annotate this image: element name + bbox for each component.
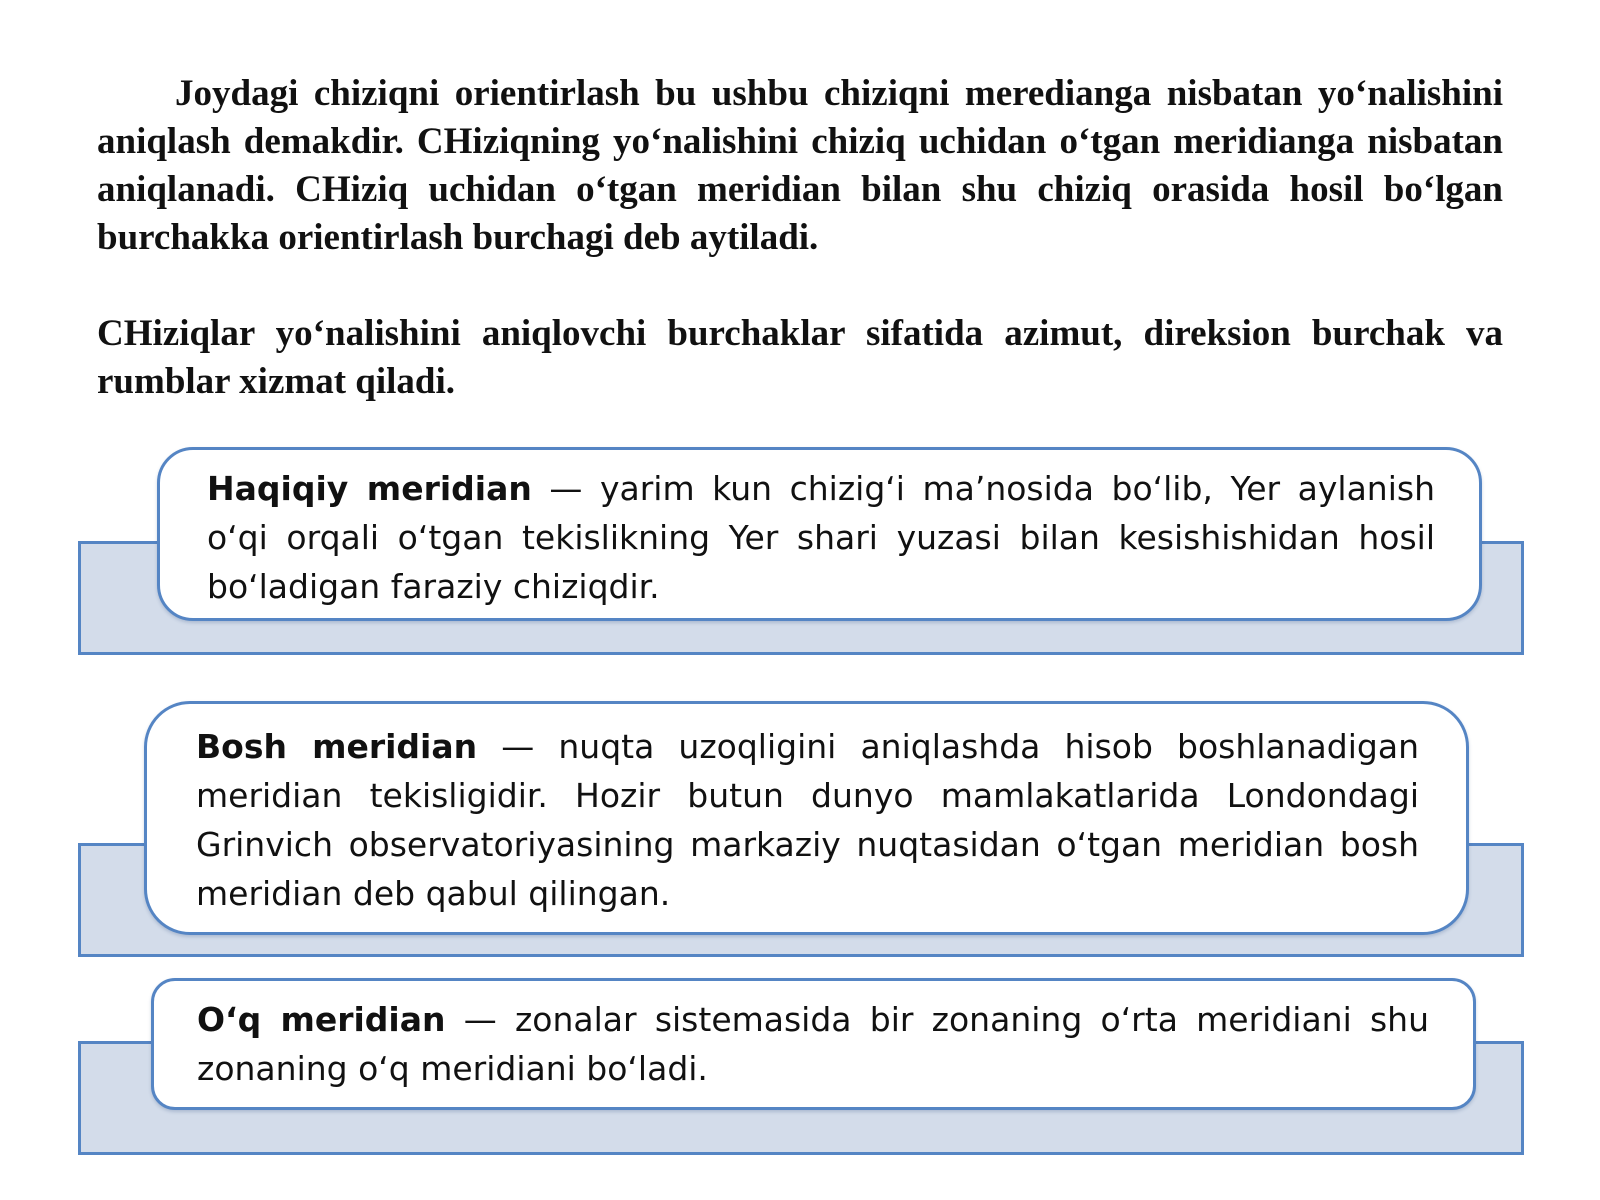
- definition-card-haqiqiy-meridian: [157, 447, 1482, 621]
- definition-text: [207, 464, 1435, 611]
- definition-card-oq-meridian: [151, 978, 1476, 1110]
- definition-card-bosh-meridian: [144, 701, 1469, 935]
- definition-term: O‘q meridian: [197, 1000, 446, 1039]
- definition-text: [197, 995, 1429, 1093]
- definition-text: [196, 722, 1419, 918]
- definition-separator: —: [477, 727, 559, 766]
- definition-separator: —: [445, 1000, 515, 1039]
- definition-body: nuqta uzoqligini aniqlashda hisob boshlanadigan meridian tekisligidir. Hozir butun dunyo mamlakatlarida Londondagi Grinvich observatoriyasining markaziy nuqtasidan o‘tgan meridian bosh meridian deb qabul qilingan.: [196, 727, 1419, 913]
- definition-term: Bosh meridian: [196, 727, 478, 766]
- definition-term: Haqiqiy meridian: [207, 469, 532, 508]
- definition-body: zonalar sistemasida bir zonaning o‘rta meridiani shu zonaning o‘q meridiani bo‘ladi.: [197, 1000, 1430, 1088]
- second-paragraph: CHiziqlar yo‘nalishini aniqlovchi burchaklar sifatida azimut, direksion burchak va rumblar xizmat qiladi.: [97, 313, 1503, 402]
- definition-separator: —: [531, 469, 600, 508]
- definition-body: yarim kun chizig‘i ma’nosida bo‘lib, Yer aylanish o‘qi orqali o‘tgan tekislikning Yer shari yuzasi bilan kesishishidan hosil bo‘ladigan faraziy chiziqdir.: [207, 469, 1435, 606]
- intro-paragraph: Joydagi chiziqni orientirlash bu ushbu chiziqni meredianga nisbatan yo‘nalishini aniqlash demakdir. CHiziqning yo‘nalishini chiziq uchidan o‘tgan meridianga nisbatan aniqlanadi. CHiziq uchidan o‘tgan meridian bilan shu chiziq orasida hosil bo‘lgan burchakka orientirlash burchagi deb aytiladi.: [97, 73, 1503, 258]
